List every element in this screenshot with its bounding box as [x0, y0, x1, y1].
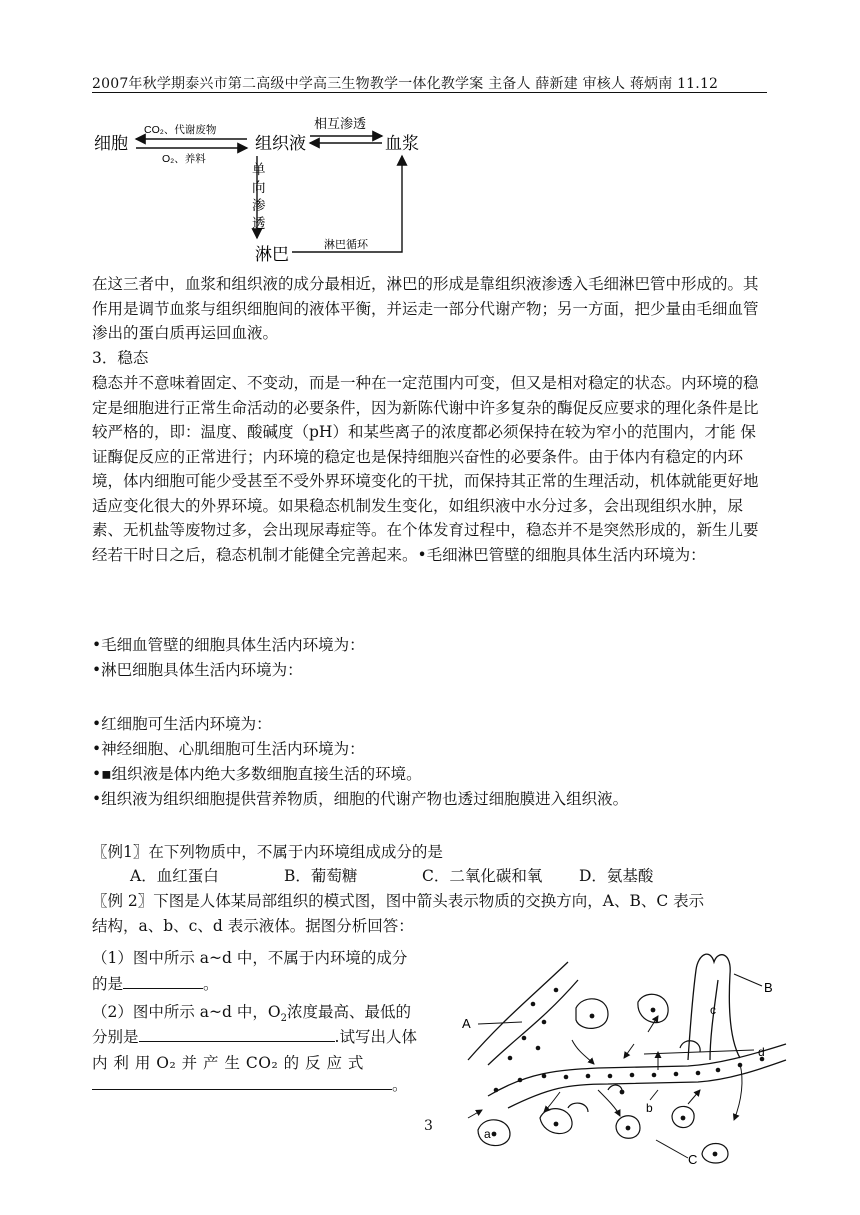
section-3-title: 3．稳态 — [92, 349, 149, 367]
header-rule — [92, 92, 767, 93]
tissue-schematic-figure — [448, 940, 788, 1168]
page-header: 2007年秋学期泰兴市第二高级中学高三生物教学一体化教学案 主备人 薛新建 审核人 蒋炳南 11.12 — [92, 76, 719, 92]
reaction-equation-blank[interactable] — [92, 1089, 392, 1090]
capillary-vessel — [468, 962, 786, 1108]
q1-answer-blank[interactable] — [123, 988, 203, 989]
bullet-tissue-fluid-nutrients: •组织液为组织细胞提供营养物质，细胞的代谢产物也透过细胞膜进入组织液。 — [92, 790, 629, 808]
example-2-q2-line-2: 分别是 .试写出人体 — [92, 1028, 417, 1046]
bullet-lymphocyte: •淋巴细胞具体生活内环境为： — [92, 661, 303, 679]
bullet-red-blood-cell: •红细胞可生活内环境为： — [92, 715, 272, 733]
o2-nutrient-label: O₂、养料 — [162, 153, 206, 165]
example-2-intro-1: 〖例 2〗下图是人体某局部组织的模式图，图中箭头表示物质的交换方向，A、B、C 表示 — [92, 892, 705, 910]
leader-lines — [478, 974, 762, 1158]
one-way-char-2: 向 — [252, 180, 266, 195]
page-number: 3 — [424, 1118, 433, 1134]
paragraph-homeostasis: 稳态并不意味着固定、不变动，而是一种在一定范围内可变，但又是相对稳定的状态。内环境的稳定是细胞进行正常生命活动的必要条件，因为新陈代谢中许多复杂的酶促反应要求的理化条件是比较严格的，即：温度、酸碱度（pH）和某些离子的浓度都必须保持在较为窄小的范围内，才能 保证酶促反应的正常进行；内环境的稳定也是保持细胞兴奋性的必要条件。由于体内有稳定的内环境，体内细胞可能少受甚至不受外界环境变化的干扰，而保持其正常的生理活动，机体就能更好地适应变化很大的外界环境。如果稳态机制发生变化，如组织液中水分过多，会出现组织水肿，尿素、无机盐等废物过多，会出现尿毒症等。在个体发育过程中，稳态并不是突然形成的，新生儿要经若干时日之后，稳态机制才能健全完善起来。•毛细淋巴管壁的细胞具体生活内环境为： — [92, 374, 759, 564]
example-2-q1-line-1: （1）图中所示 a~d 中，不属于内环境的成分 — [92, 949, 408, 967]
mutual-permeation-label: 相互渗透 — [314, 116, 367, 131]
option-a: A．血红蛋白 — [130, 867, 219, 885]
body-fluid-diagram — [92, 112, 452, 268]
example-1-options — [130, 864, 653, 888]
one-way-char-1: 单 — [252, 162, 266, 177]
option-b: B．葡萄糖 — [284, 867, 358, 885]
example-2-q2-line-1: （2）图中所示 a~d 中，$O_2$浓度最高、最低的 — [92, 1003, 411, 1025]
lymph-label: 淋巴 — [255, 245, 289, 264]
lymph-cycle-label: 淋巴循环 — [324, 239, 368, 251]
option-c: C．二氧化碳和氧 — [422, 867, 543, 885]
example-2-intro-2: 结构，a、b、c、d 表示液体。据图分析回答： — [92, 917, 414, 935]
q2-answer-blank[interactable] — [139, 1041, 335, 1042]
example-2-q2-line-3: 内 利 用 O₂ 并 产 生 CO₂ 的 反 应 式 — [92, 1054, 364, 1072]
example-2-q1-line-2: 的是 。 — [92, 975, 219, 993]
example-1-question: 〖例1〗在下列物质中，不属于内环境组成成分的是 — [92, 843, 443, 861]
bullet-capillary-wall: •毛细血管壁的细胞具体生活内环境为： — [92, 636, 365, 654]
label-b: b — [646, 1101, 653, 1115]
label-a: a — [484, 1127, 491, 1141]
paragraph-composition: 在这三者中，血浆和组织液的成分最相近，淋巴的形成是靠组织液渗透入毛细淋巴管中形成的。其作用是调节血浆与组织细胞间的液体平衡，并运走一部分代谢产物；另一方面，把少量由毛细血管渗出的蛋白质再运回血液。 — [92, 275, 759, 342]
label-d: d — [758, 1045, 765, 1059]
label-c: c — [710, 1003, 716, 1017]
one-way-char-3: 渗 — [252, 198, 266, 213]
blood-cells — [494, 988, 765, 1093]
example-2-q2-line-4: 。 — [92, 1073, 408, 1097]
plasma-label: 血浆 — [385, 134, 419, 153]
label-B: B — [764, 980, 773, 995]
label-C: C — [688, 1152, 698, 1167]
bullet-nerve-cell: •神经细胞、心肌细胞可生活内环境为： — [92, 740, 365, 758]
label-A: A — [462, 1016, 471, 1031]
tissue-fluid-label: 组织液 — [255, 134, 306, 153]
co2-waste-label: CO₂、代谢废物 — [144, 124, 217, 136]
one-way-char-4: 透 — [252, 216, 266, 231]
bullet-tissue-fluid-environment: •▪组织液是体内绝大多数细胞直接生活的环境。 — [92, 765, 422, 783]
option-d: D．氨基酸 — [579, 867, 654, 885]
cell-label: 细胞 — [94, 134, 128, 153]
